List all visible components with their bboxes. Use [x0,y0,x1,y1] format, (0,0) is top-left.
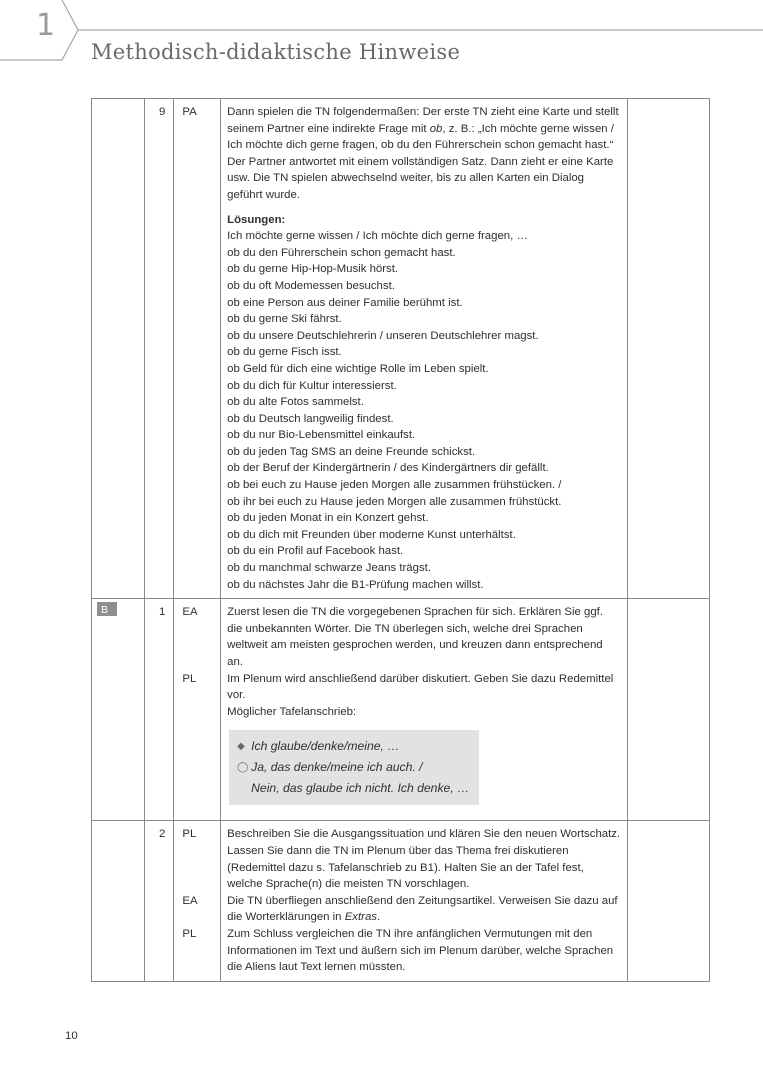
list-item: ob du gerne Fisch isst. [227,346,342,359]
instruction-text: Die TN überfliegen anschließend den Zeitungsartikel. Verweisen Sie dazu auf die Worterklärungen in [227,894,618,924]
board-line [237,736,471,757]
list-item: ob du nur Bio-Lebensmittel einkaufst. [227,429,416,442]
notes-cell [627,599,709,821]
lesson-plan-table [91,98,710,982]
list-item: ob du unsere Deutschlehrerin / unseren Deutschlehrer magst. [227,329,539,342]
list-item: ob du dich mit Freunden über moderne Kunst unterhältst. [227,528,516,541]
page-number: 10 [65,1030,78,1042]
list-item: ob bei euch zu Hause jeden Morgen alle zusammen frühstücken. / [227,479,562,492]
activity-type: EA [182,894,198,907]
step-number: 2 [145,821,174,981]
table-row [92,99,710,599]
board-text: Ich glaube/denke/meine, … [251,739,400,754]
list-item: ob du gerne Ski fährst. [227,313,342,326]
section-label-cell [92,821,145,981]
page-title: Methodisch-didaktische Hinweise [91,40,461,64]
list-item: ob ihr bei euch zu Hause jeden Morgen alle zusammen frühstückt. [227,495,562,508]
solutions-heading: Lösungen: [227,213,286,226]
step-number: 1 [145,599,174,821]
section-label-cell [92,99,145,599]
list-item: ob du ein Profil auf Facebook hast. [227,545,404,558]
emphasis-ob: ob [429,122,443,135]
board-line [237,778,471,799]
activity-type-cell [174,99,221,599]
instruction-paragraph: Im Plenum wird anschließend darüber diskutiert. Geben Sie dazu Redemittel vor. [227,672,614,702]
step-number: 9 [145,99,174,599]
instruction-cell [221,599,628,821]
activity-type: PL [182,828,197,841]
list-item: ob du manchmal schwarze Jeans trägst. [227,562,431,575]
instruction-paragraph: Beschreiben Sie die Ausgangssituation und klären Sie den neuen Wortschatz. Lassen Sie dann die TN im Plenum über das Thema frei diskutieren (Redemittel dazu s. Tafelanschrieb zu B1). Halten Sie an der Tafel fest, welche Sprache(n) die meisten TN vorschlagen. [227,828,621,891]
instruction-cell [221,821,628,981]
activity-type: PL [182,927,197,940]
list-item: ob du den Führerschein schon gemacht hast. [227,246,456,259]
list-item: ob eine Person aus deiner Familie berühmt ist. [227,296,463,309]
board-text: Ja, das denke/meine ich auch. / [251,760,423,775]
activity-type: PL [182,672,197,685]
board-text: Nein, das glaube ich nicht. Ich denke, … [251,781,470,796]
activity-type: PA [182,106,197,118]
list-item: ob Geld für dich eine wichtige Rolle im Leben spielt. [227,362,489,375]
board-line [237,757,471,778]
instruction-paragraph: Möglicher Tafelanschrieb: [227,705,357,718]
list-item: ob der Beruf der Kindergärtnerin / des Kindergärtners dir gefällt. [227,462,549,475]
list-item: ob du dich für Kultur interessierst. [227,379,397,392]
list-item: ob du gerne Hip-Hop-Musik hörst. [227,263,399,276]
chapter-number: 1 [36,8,56,43]
table-row [92,599,710,821]
activity-type-cell [174,599,221,821]
ring-icon: ◯ [237,762,249,774]
instruction-paragraph [227,893,621,926]
list-item: ob du jeden Monat in ein Konzert gehst. [227,512,429,525]
list-item: ob du nächstes Jahr die B1-Prüfung machen willst. [227,578,484,591]
section-label-cell [92,599,145,821]
notes-cell [627,821,709,981]
instruction-paragraph: Dann spielen die TN folgendermaßen: Der erste TN zieht eine Karte und stellt seinem Partner eine indirekte Frage mit ob, z. B.: „Ich möchte gerne wissen / Ich möchte dich gerne fragen, ob du den Führerschein schon gemacht hast.“ Der Partner antwortet mit einem vollständigen Satz. Dann zieht er eine Karte usw. Die TN spielen abwechselnd weiter, bis zu allen Karten ein Dialog geführt wurde. [227,106,619,201]
blackboard-box [229,730,479,805]
emphasis-extras: Extras [344,911,377,924]
list-item: ob du alte Fotos sammelst. [227,396,364,409]
instruction-paragraph: Zuerst lesen die TN die vorgegebenen Sprachen für sich. Erklären Sie ggf. die unbekannten Wörter. Die TN überlegen sich, welche drei Sprachen weltweit am meisten gesprochen werden, und kreuzen dann entsprechend an. [227,606,604,668]
notes-cell [627,99,709,599]
activity-type-cell [174,821,221,981]
activity-type: EA [182,606,198,619]
section-label: B [101,604,109,617]
list-item: Ich möchte gerne wissen / Ich möchte dich gerne fragen, … [227,230,528,243]
diamond-icon: ◆ [237,741,245,753]
list-item: ob du jeden Tag SMS an deine Freunde schickst. [227,445,476,458]
solutions-list [227,228,621,593]
list-item: ob du Deutsch langweilig findest. [227,412,394,425]
instruction-paragraph: Zum Schluss vergleichen die TN ihre anfänglichen Vermutungen mit den Informationen im Text und äußern sich im Plenum darüber, welche Sprachen die Aliens laut Text lernen müssten. [227,927,614,974]
table-row [92,821,710,981]
instruction-punct: . [376,911,381,924]
instruction-cell [221,99,628,599]
list-item: ob du oft Modemessen besuchst. [227,279,395,292]
